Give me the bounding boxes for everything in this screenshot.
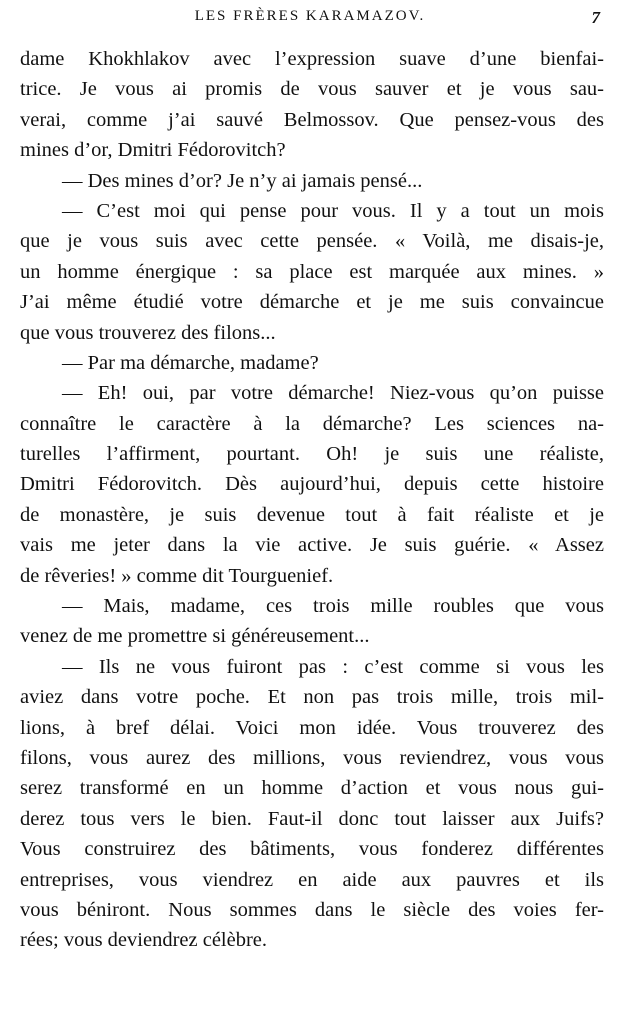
- text-line: rées; vous deviendrez célèbre.: [20, 929, 268, 952]
- text-line: dame Khokhlakov avec l’expression suave d’une bienfai-: [20, 48, 604, 70]
- text-line: venez de me promettre si généreusement...: [20, 625, 370, 648]
- text-line: — Mais, madame, ces trois mille roubles que vous: [62, 595, 604, 618]
- text-line: entreprises, vous viendrez en aide aux pauvres et ils: [20, 868, 604, 891]
- text-line: J’ai même étudié votre démarche et je me suis convaincue: [20, 291, 604, 314]
- text-line: filons, vous aurez des millions, vous reviendrez, vous vous: [20, 746, 604, 769]
- text-line: verai, comme j’ai sauvé Belmossov. Que pensez-vous des: [20, 108, 604, 131]
- page-number: 7: [591, 8, 600, 27]
- body-text: [20, 44, 604, 956]
- page-header: [0, 8, 620, 34]
- text-line: que vous trouverez des filons...: [20, 321, 276, 344]
- text-line: — Par ma démarche, madame?: [62, 351, 319, 374]
- text-line: un homme énergique : sa place est marquée aux mines. »: [20, 260, 604, 283]
- text-line: de monastère, je suis devenue tout à fait réaliste et je: [20, 503, 604, 526]
- text-line: Vous construirez des bâtiments, vous fonderez différentes: [20, 838, 604, 861]
- text-line: — Eh! oui, par votre démarche! Niez-vous qu’on puisse: [62, 382, 604, 405]
- text-line: aviez dans votre poche. Et non pas trois mille, trois mil-: [20, 686, 604, 709]
- text-line: mines d’or, Dmitri Fédorovitch?: [20, 139, 286, 162]
- text-line: turelles l’affirment, pourtant. Oh! je suis une réaliste,: [20, 443, 604, 466]
- text-line: serez transformé en un homme d’action et vous nous gui-: [20, 777, 604, 800]
- text-line: — Ils ne vous fuiront pas : c’est comme si vous les: [62, 655, 604, 678]
- text-line: derez tous vers le bien. Faut-il donc tout laisser aux Juifs?: [20, 807, 604, 830]
- text-line: trice. Je vous ai promis de vous sauver et je vous sau-: [20, 78, 604, 101]
- text-line: vais me jeter dans la vie active. Je suis guérie. « Assez: [20, 534, 604, 557]
- text-line: lions, à bref délai. Voici mon idée. Vous trouverez des: [20, 716, 604, 739]
- text-line: de rêveries! » comme dit Tourguenief.: [20, 564, 334, 587]
- text-line: vous béniront. Nous sommes dans le siècle des voies fer-: [20, 898, 604, 921]
- text-line: que je vous suis avec cette pensée. « Voilà, me disais-je,: [20, 230, 604, 253]
- text-line: — C’est moi qui pense pour vous. Il y a tout un mois: [62, 199, 604, 222]
- text-line: — Des mines d’or? Je n’y ai jamais pensé...: [62, 169, 423, 192]
- text-line: Dmitri Fédorovitch. Dès aujourd’hui, depuis cette histoire: [20, 473, 604, 496]
- text-line: connaître le caractère à la démarche? Les sciences na-: [20, 412, 604, 435]
- running-head: LES FRÈRES KARAMAZOV.: [194, 8, 426, 24]
